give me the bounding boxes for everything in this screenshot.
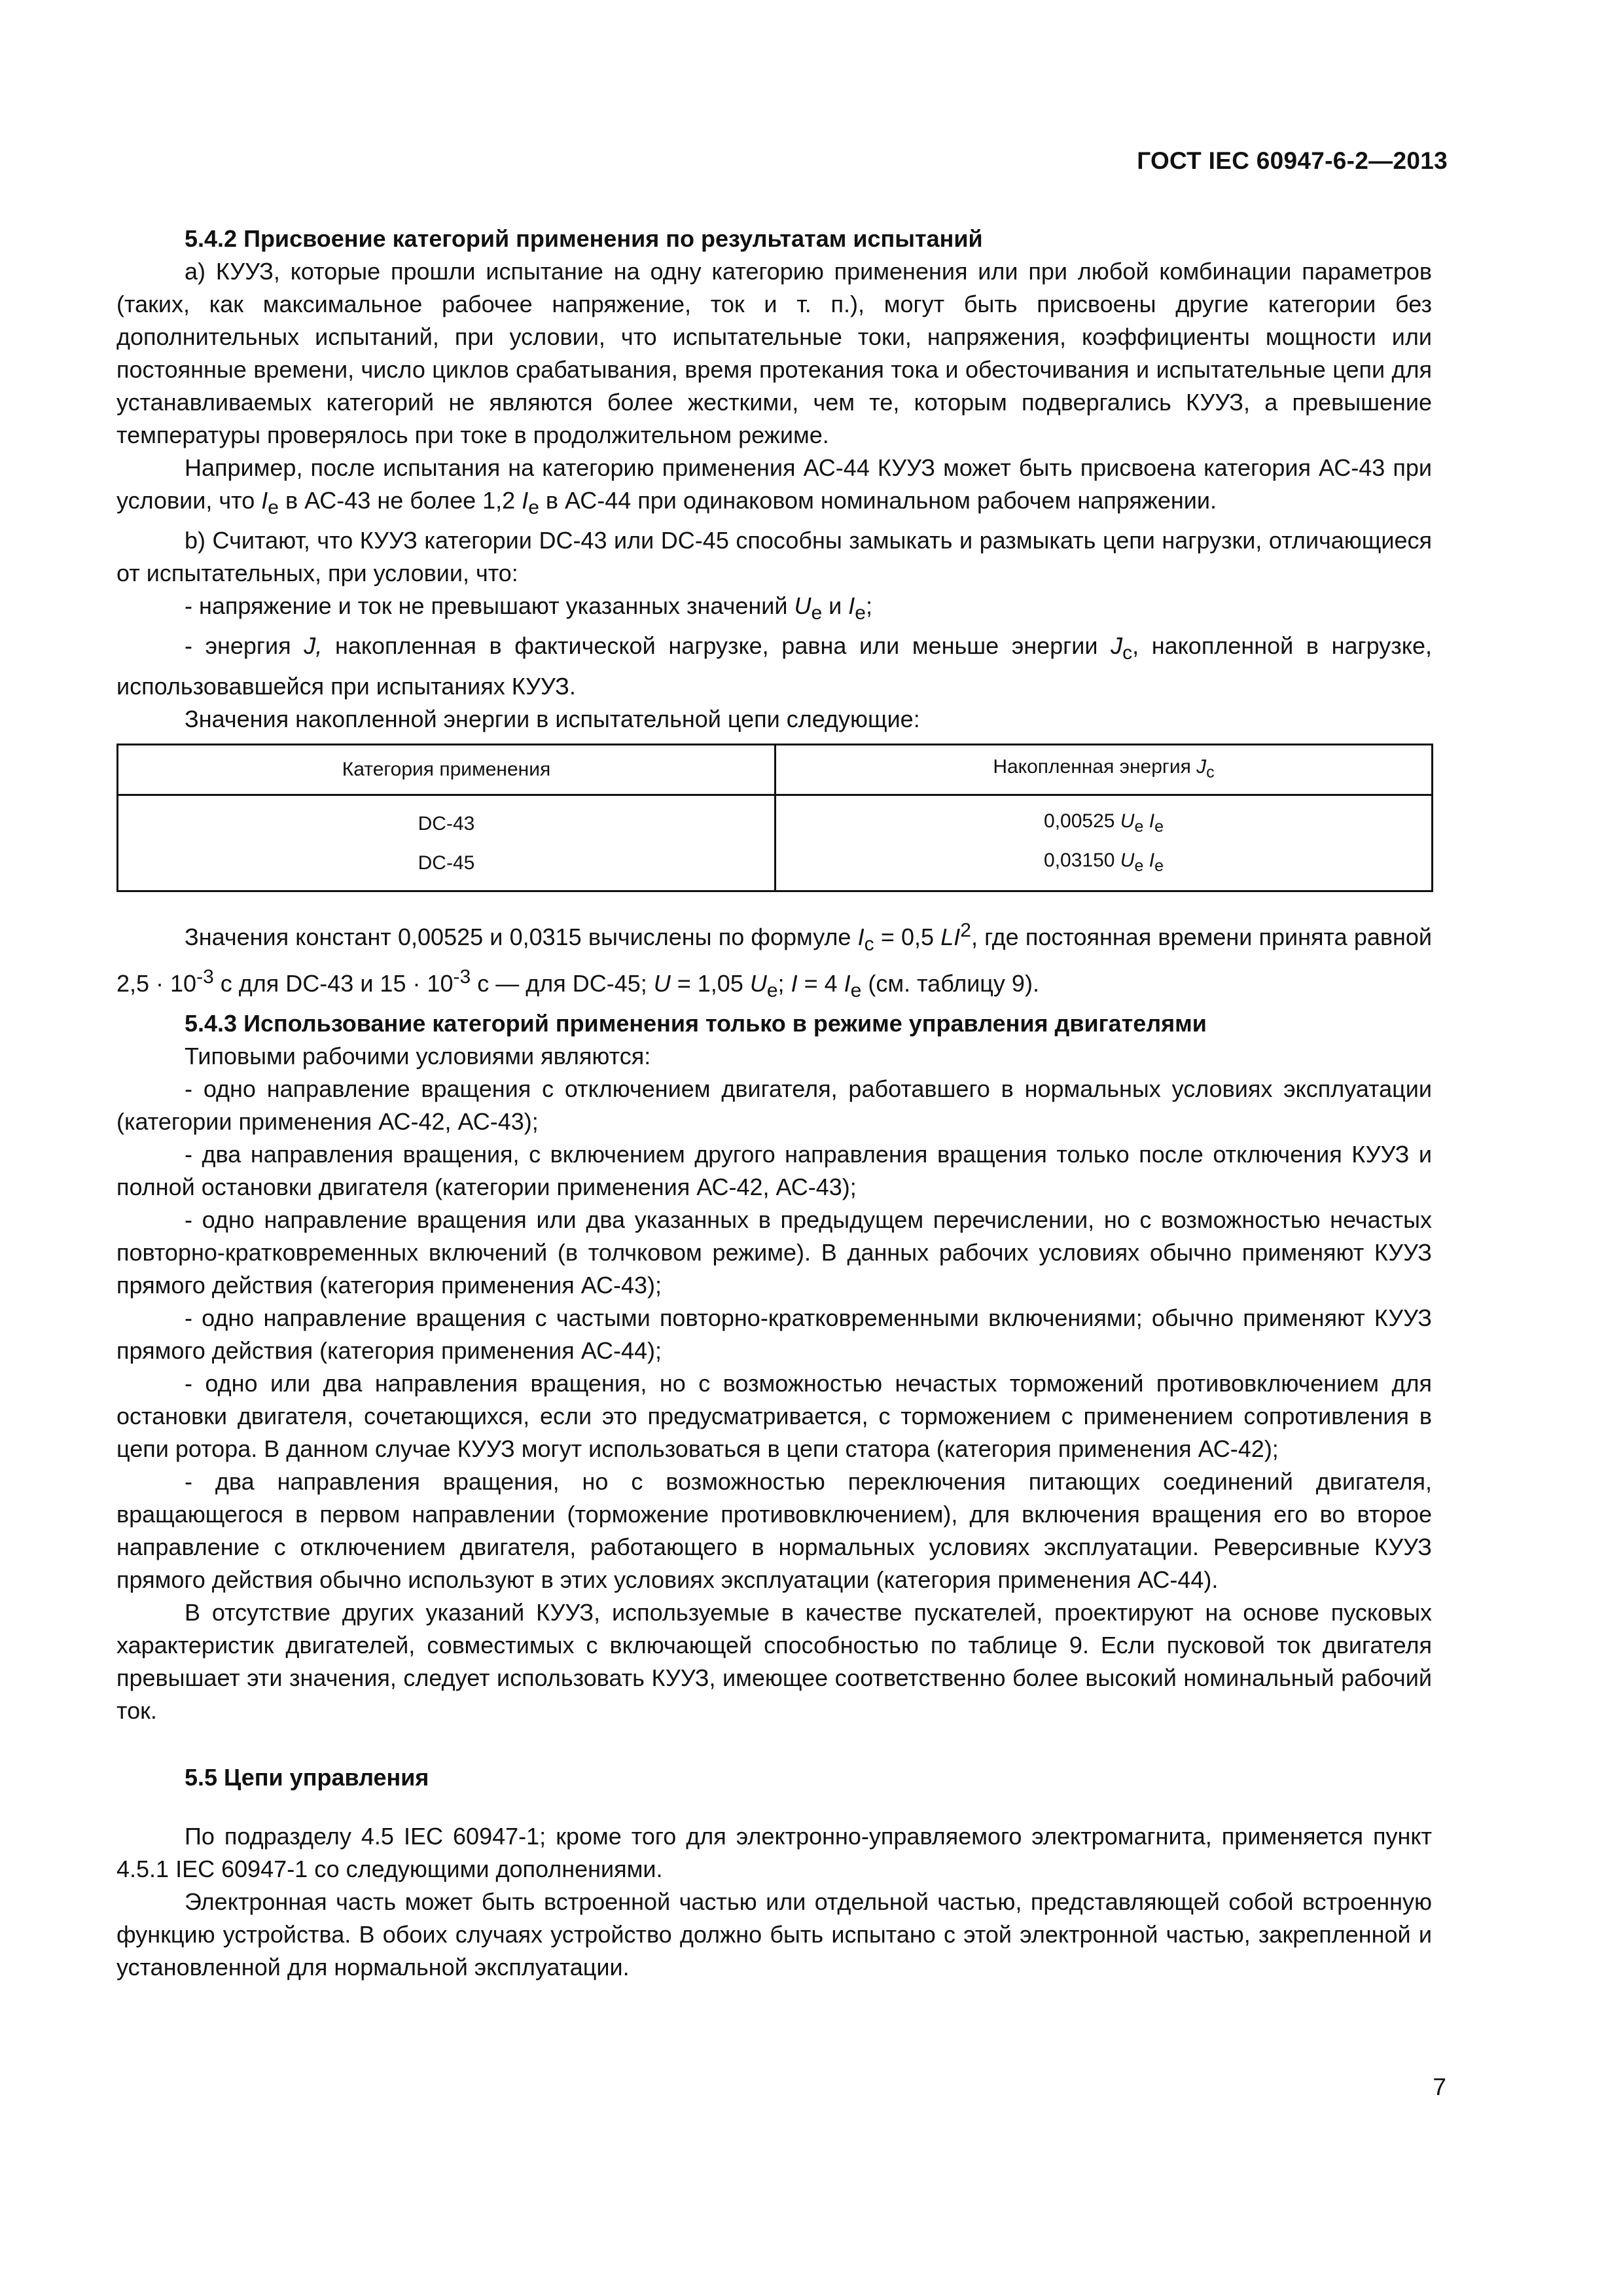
page-number: 7 — [1433, 2073, 1446, 2100]
page-content — [116, 223, 1432, 1984]
list-item-energy: - энергия J, накопленная в фактической нагрузке, равна или меньше энергии $J_c$, накопленной в нагрузке, использовавшейся при испытаниях КУУЗ. — [116, 632, 1432, 700]
category-cell: DC-43 — [118, 795, 776, 844]
energy-table — [116, 744, 1433, 892]
list-item: - одно направление вращения или два указанных в предыдущем перечислении, но с возможностью нечастых повторно-кратковременных включений (в толчковом режиме). В данных рабочих условиях обычно применяют КУУЗ прямого действия (категория применения АС-43); — [116, 1206, 1432, 1299]
energy-cell: 0,03150 $U_e$ $I_e$ — [776, 844, 1433, 891]
list-item: - два направления вращения, с включением другого направления вращения только после отключения КУУЗ и полной остановки двигателя (категории применения АС-42, АС-43); — [116, 1140, 1432, 1200]
energy-cell: 0,00525 $U_e$ $I_e$ — [776, 795, 1433, 844]
paragraph-b: b) Считают, что КУУЗ категории DC-43 или DC-45 способны замыкать и размыкать цепи нагрузки, отличающиеся от испытательных, при условии, что: — [116, 527, 1432, 587]
table-header-row — [118, 744, 1433, 795]
paragraph-a: а) КУУЗ, которые прошли испытание на одну категорию применения или при любой комбинации параметров (таких, как максимальное рабочее напряжение, ток и т. п.), могут быть присвоены другие категории без дополнительных испытаний, при условии, что испытательные токи, напряжения, коэффициенты мощности или постоянные времени, число циклов срабатывания, время протекания тока и обесточивания и испытательные цепи для устанавливаемых категорий не являются более жесткими, чем те, которым подвергались КУУЗ, а превышение температуры проверялось при токе в продолжительном режиме. — [116, 258, 1432, 448]
list-item: - одно или два направления вращения, но с возможностью нечастых торможений противовключением для остановки двигателя, сочетающихся, если это предусматривается, с торможением с применением сопротивления в цепи ротора. В данном случае КУУЗ могут использоваться в цепи статора (категория применения АС-42); — [116, 1369, 1432, 1462]
column-header-category: Категория применения — [118, 744, 776, 795]
table-row — [118, 795, 1433, 844]
list-item: - одно направление вращения с частыми повторно-кратковременными включениями; обычно применяют КУУЗ прямого действия (категория применения АС-44); — [116, 1304, 1432, 1364]
section-5-5-heading: 5.5 Цепи управления — [185, 1763, 429, 1791]
list-item: - одно направление вращения с отключением двигателя, работавшего в нормальных условиях эксплуатации (категории применения АС-42, АС-43); — [116, 1075, 1432, 1135]
section-5-4-2-heading: 5.4.2 Присвоение категорий применения по результатам испытаний — [185, 225, 983, 252]
closing-paragraph: В отсутствие других указаний КУУЗ, используемые в качестве пускателей, проектируют на основе пусковых характеристик двигателей, совместимых с включающей способностью по таблице 9. Если пусковой ток двигателя превышает эти значения, следует использовать КУУЗ, имеющее соответственно более высокий номинальный рабочий ток. — [116, 1598, 1432, 1724]
document-code-header: ГОСТ IEC 60947-6-2—2013 — [1137, 147, 1448, 174]
list-item-voltage-current: - напряжение и ток не превышают указанных значений $U_e$ и $I_e$; — [185, 592, 872, 624]
constants-note: Значения констант 0,00525 и 0,0315 вычислены по формуле $I_c = 0,5$ $LI^2$, где постоянная времени принята равной $2,5 \cdot 10^{-3}$ с для DC-43 и $15 \cdot 10^{-3}$ с — для DC-45; U = 1,05 $U_e$; I = 4 $I_e$ (см. таблицу 9). — [116, 919, 1432, 1001]
section-5-4-3-heading: 5.4.3 Использование категорий применения только в режиме управления двигателями — [185, 1009, 1207, 1037]
table-row — [118, 844, 1433, 891]
control-circuits-paragraph: По подразделу 4.5 IEC 60947-1; кроме того для электронно-управляемого электромагнита, применяется пункт 4.5.1 IEC 60947-1 со следующими дополнениями. — [116, 1822, 1432, 1882]
list-item: - два направления вращения, но с возможностью переключения питающих соединений двигателя, вращающегося в первом направлении (торможение противовключением), для включения вращения его во второе направление с отключением двигателя, работающего в нормальных условиях эксплуатации. Реверсивные КУУЗ прямого действия обычно используют в этих условиях эксплуатации (категория применения АС-44). — [116, 1467, 1432, 1593]
conditions-intro: Типовыми рабочими условиями являются: — [185, 1042, 651, 1069]
category-cell: DC-45 — [118, 844, 776, 891]
table-intro: Значения накопленной энергии в испытательной цепи следующие: — [185, 705, 920, 732]
column-header-energy: Накопленная энергия $J_c$ — [776, 744, 1433, 795]
electronic-part-paragraph: Электронная часть может быть встроенной частью или отдельной частью, представляющей собой встроенную функцию устройства. В обоих случаях устройство должно быть испытано с этой электронной частью, закрепленной и установленной для нормальной эксплуатации. — [116, 1888, 1432, 1981]
example-paragraph: Например, после испытания на категорию применения АС-44 КУУЗ может быть присвоена категория АС-43 при условии, что $I_e$ в АС-43 не более 1,2 $I_e$ в АС-44 при одинаковом номинальном рабочем напряжении. — [116, 454, 1432, 519]
